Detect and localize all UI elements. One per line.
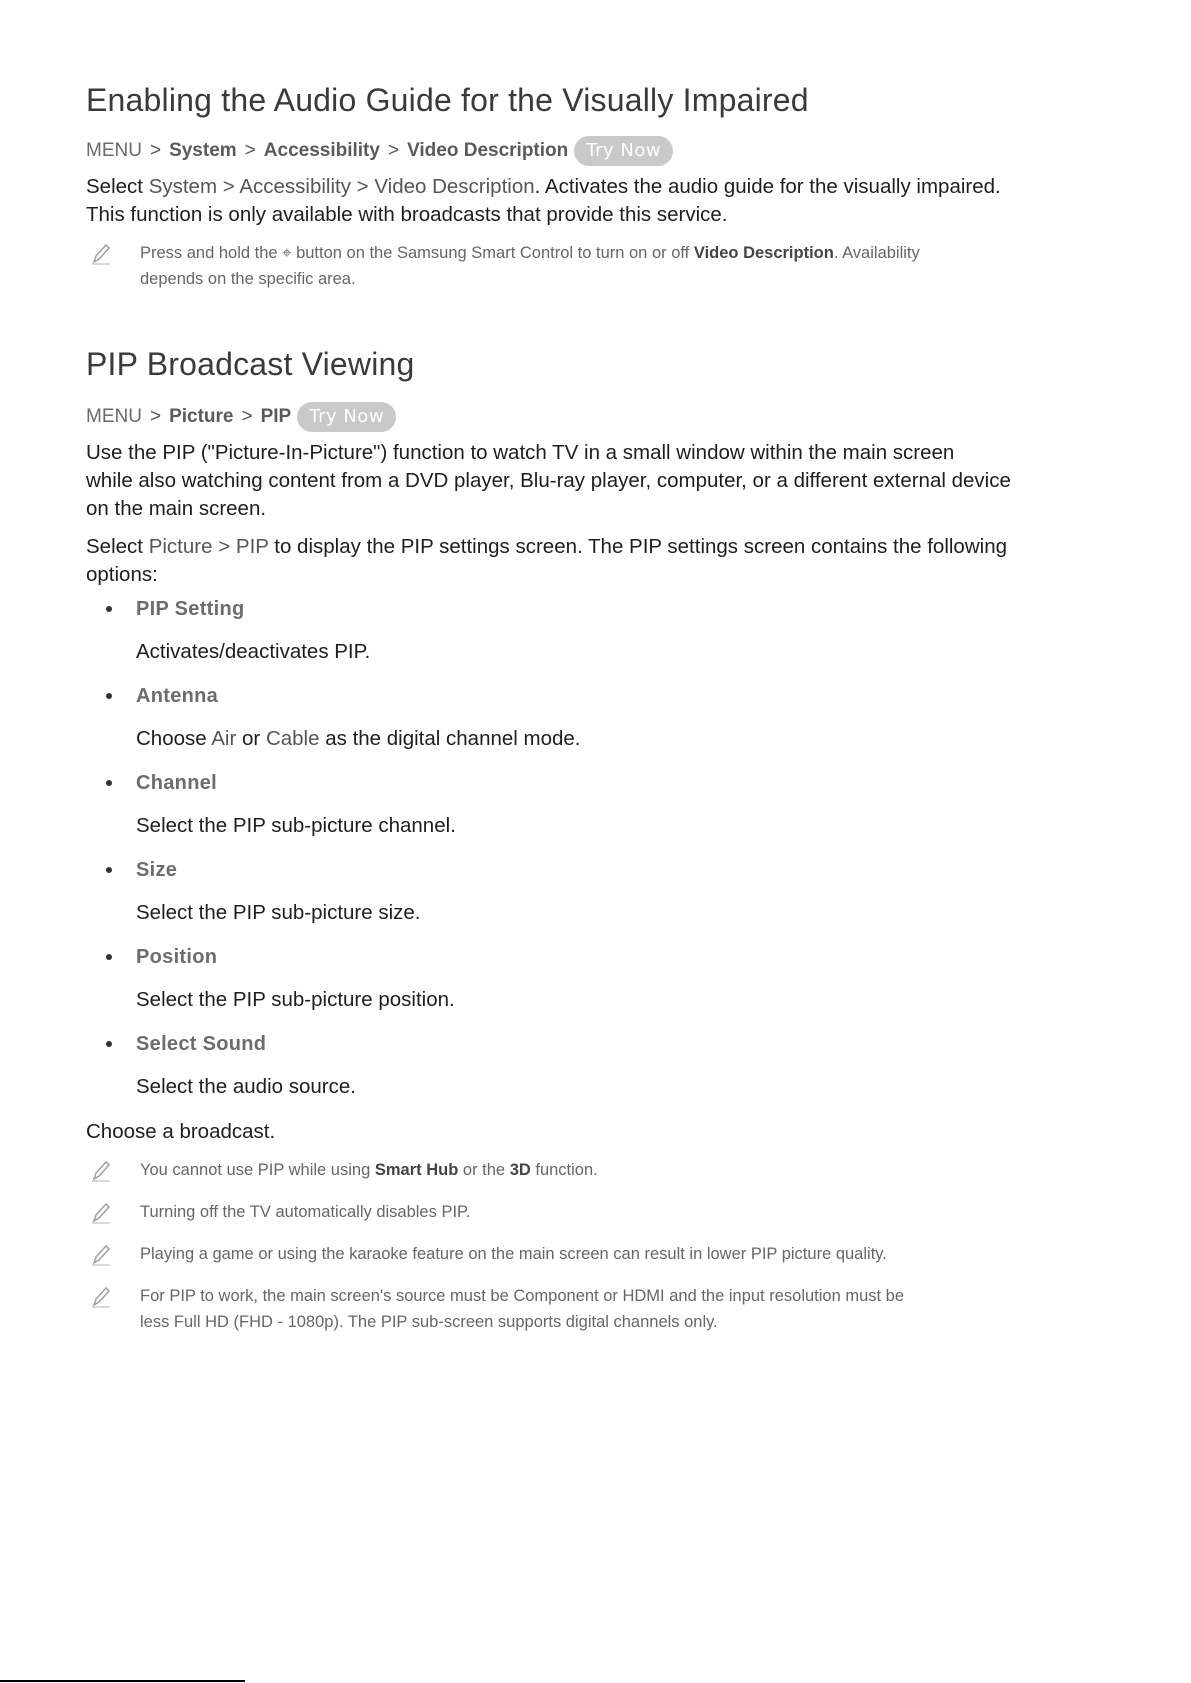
bullet-icon <box>106 1041 112 1047</box>
path-item-pip: PIP <box>260 406 292 427</box>
option-value-air: Air <box>211 727 237 750</box>
description-text: Activates the audio guide for the visually impaired. <box>544 175 1001 198</box>
note-text: button on the Samsung Smart Control to turn on or off <box>296 244 690 262</box>
note-source-resolution <box>86 1283 1116 1335</box>
path-item-picture: Picture <box>169 406 234 427</box>
inline-separator: > <box>356 175 369 198</box>
menu-label: MENU <box>86 406 142 427</box>
menu-label: MENU <box>86 140 142 161</box>
bullet-icon <box>106 954 112 960</box>
option-name: Channel <box>136 772 217 794</box>
path-separator: > <box>244 140 256 161</box>
menu-path-audio-guide <box>86 136 1116 166</box>
select-paragraph-line-2: options: <box>86 563 158 586</box>
bullet-icon <box>106 867 112 873</box>
note-smart-hub <box>86 1157 1116 1183</box>
bullet-icon <box>106 606 112 612</box>
pip-select-paragraph <box>86 533 1116 589</box>
pencil-note-icon <box>86 1157 140 1183</box>
note-tv-off <box>86 1199 1116 1225</box>
list-item <box>86 682 1116 769</box>
note-text: or the <box>462 1161 506 1179</box>
select-paragraph-text: to display the PIP settings screen. The PIP settings screen contains the following <box>274 535 1007 558</box>
option-description: Activates/deactivates PIP. <box>136 640 371 663</box>
option-description: Select the PIP sub-picture position. <box>136 988 455 1011</box>
note-text: Turning off the TV automatically disables PIP. <box>140 1203 471 1221</box>
note-text: Press and hold the <box>140 244 278 262</box>
path-separator: > <box>241 406 253 427</box>
option-description <box>136 725 1116 753</box>
inline-path-picture: Picture <box>148 535 213 558</box>
option-description: Select the audio source. <box>136 1075 356 1098</box>
inline-path-system: System <box>148 175 218 198</box>
intro-line: while also watching content from a DVD player, Blu-ray player, computer, or a different external device <box>86 469 1011 492</box>
list-item <box>86 943 1116 1030</box>
bullet-icon <box>106 693 112 699</box>
list-item <box>86 595 1116 682</box>
pip-intro <box>86 439 1116 523</box>
note-bold-3d: 3D <box>509 1161 531 1179</box>
description-line-2: This function is only available with broadcasts that provide this service. <box>86 203 728 226</box>
select-word: Select <box>86 535 143 558</box>
inline-separator: > <box>218 535 231 558</box>
note-text: . Availability <box>833 244 920 262</box>
note-text-line-2: depends on the specific area. <box>140 270 356 288</box>
path-item-accessibility: Accessibility <box>263 140 380 161</box>
inline-path-pip: PIP <box>235 535 269 558</box>
inline-path-video-description: Video Description <box>374 175 535 198</box>
note-text: Playing a game or using the karaoke feature on the main screen can result in lower PIP picture quality. <box>140 1245 887 1263</box>
remote-button-icon: ⌖ <box>282 244 292 262</box>
option-name: PIP Setting <box>136 598 245 620</box>
intro-line: Use the PIP ("Picture-In-Picture") function to watch TV in a small window within the main screen <box>86 441 955 464</box>
audio-guide-description <box>86 173 1116 229</box>
option-description-text: Choose <box>136 727 207 750</box>
option-description-text: as the digital channel mode. <box>325 727 581 750</box>
note-game-karaoke <box>86 1241 1116 1267</box>
note-bold-smart-hub: Smart Hub <box>374 1161 459 1179</box>
section-title-audio-guide: Enabling the Audio Guide for the Visually Impaired <box>86 82 809 118</box>
menu-path-pip <box>86 402 1116 432</box>
inline-path-accessibility: Accessibility <box>239 175 351 198</box>
pip-options-list <box>86 595 1116 1117</box>
option-name: Antenna <box>136 685 219 707</box>
path-separator: > <box>149 406 162 427</box>
option-value-cable: Cable <box>265 727 320 750</box>
option-name: Position <box>136 946 218 968</box>
option-name: Select Sound <box>136 1033 267 1055</box>
path-item-video-description: Video Description <box>407 140 569 161</box>
try-now-button[interactable]: Try Now <box>297 402 396 432</box>
list-item <box>86 856 1116 943</box>
pencil-note-icon <box>86 1241 140 1267</box>
select-word: Select <box>86 175 143 198</box>
pencil-note-icon <box>86 1199 140 1225</box>
note-text: function. <box>535 1161 598 1179</box>
option-description: Select the PIP sub-picture size. <box>136 901 421 924</box>
list-item <box>86 769 1116 856</box>
path-separator: > <box>149 140 162 161</box>
option-name: Size <box>136 859 178 881</box>
option-description-text: or <box>242 727 261 750</box>
pencil-note-icon <box>86 240 140 292</box>
period: . <box>534 175 541 198</box>
try-now-button[interactable]: Try Now <box>574 136 673 166</box>
bullet-icon <box>106 780 112 786</box>
path-item-system: System <box>169 140 237 161</box>
note-video-description <box>86 240 1116 292</box>
path-separator: > <box>387 140 400 161</box>
note-text: You cannot use PIP while using <box>140 1161 371 1179</box>
choose-broadcast: Choose a broadcast. <box>86 1120 276 1143</box>
inline-separator: > <box>222 175 235 198</box>
pencil-note-icon <box>86 1283 140 1335</box>
note-text-line-2: less Full HD (FHD - 1080p). The PIP sub-screen supports digital channels only. <box>140 1313 718 1331</box>
note-text: For PIP to work, the main screen's source must be Component or HDMI and the input resolution must be <box>140 1287 905 1305</box>
intro-line: on the main screen. <box>86 497 267 520</box>
option-description: Select the PIP sub-picture channel. <box>136 814 456 837</box>
list-item <box>86 1030 1116 1117</box>
section-title-pip: PIP Broadcast Viewing <box>86 346 415 382</box>
note-bold-video-description: Video Description <box>693 244 834 262</box>
footer-rule <box>0 1680 245 1682</box>
